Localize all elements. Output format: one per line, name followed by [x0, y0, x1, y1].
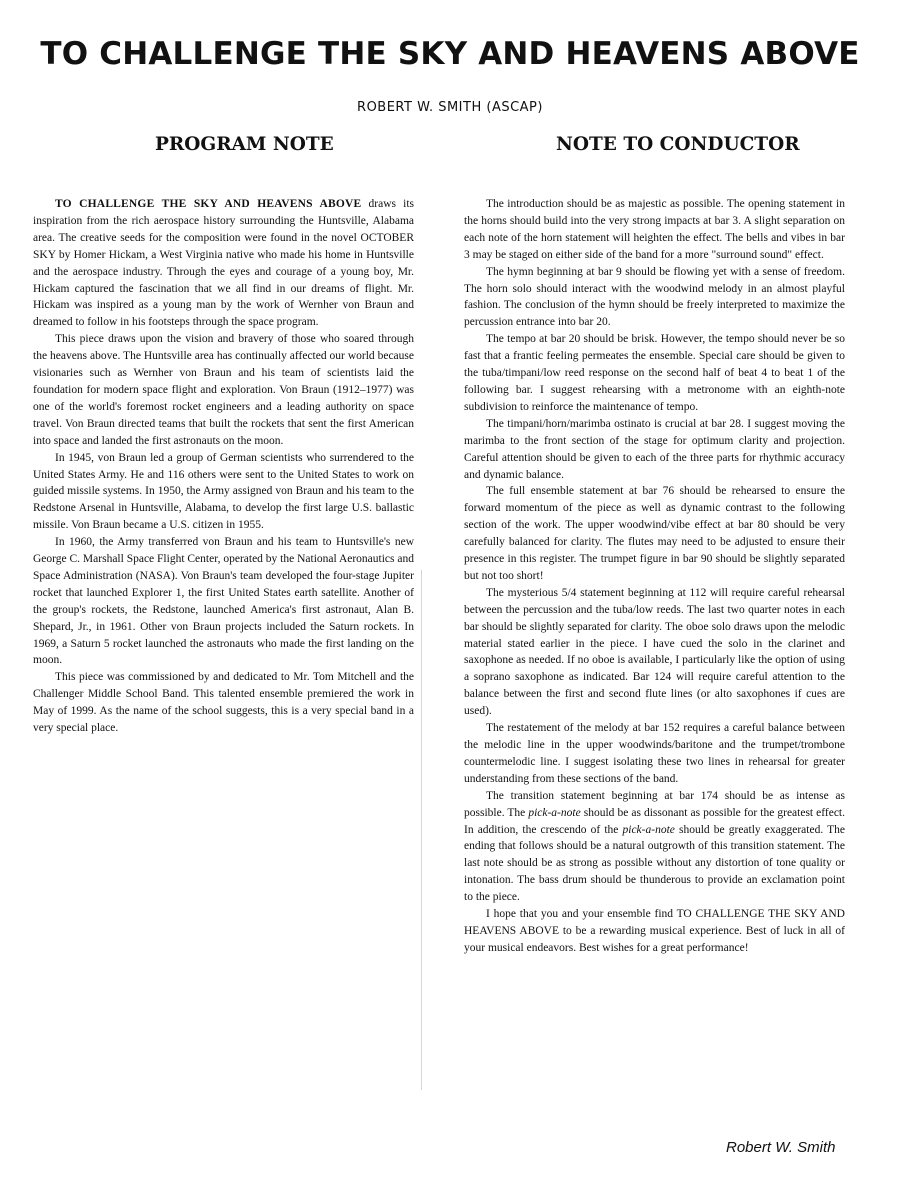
conductor-note-paragraph-2: The hymn beginning at bar 9 should be flowing yet with a sense of freedom. The horn solo should interact with the woodwind melody in an almost playful fashion. The conclusion of the hymn should be freely interpreted to maximize the percussion entrance into bar 20.	[464, 265, 845, 329]
program-note-column	[33, 196, 414, 737]
conductor-note-paragraph-8-part-b: should be as dissonant as possible for the greatest effect. In addition, the crescendo of the	[464, 806, 845, 836]
conductor-note-paragraph-5: The full ensemble statement at bar 76 should be rehearsed to ensure the forward momentum of the piece as well as dynamic contrast to the following section of the work. The upper woodwind/vibe effect at bar 80 should be very carefully balanced for clarity. The flutes may need to be adjusted to ensure their presence in this register. The trumpet figure in bar 90 should be slightly separated but not too short!	[464, 485, 845, 582]
program-note-paragraph-1	[33, 196, 414, 331]
page-title: TO CHALLENGE THE SKY AND HEAVENS ABOVE	[40, 36, 860, 72]
composer-credit: ROBERT W. SMITH (ASCAP)	[357, 100, 543, 115]
conductor-note-paragraph-3: The tempo at bar 20 should be brisk. However, the tempo should never be so fast that a frantic feeling permeates the ensemble. Special care should be given to the tuba/timpani/low reed response on the second half of beat 4 to beat 1 of the following bar. I suggest rehearsing with a metronome with an eighth-note subdivision to reinforce the maintenance of tempo.	[464, 333, 845, 413]
conductor-note-paragraph-6: The mysterious 5/4 statement beginning at 112 will require careful rehearsal between the percussion and the tuba/low reeds. The last two quarter notes in each bar should be slightly separated for clarity. The oboe solo draws upon the melodic material stated earlier in the piece. I have cued the solo in the clarinet and saxophone as needed. If no oboe is available, I particularly like the option of using a soprano saxophone as indicated. Bar 124 will require careful attention to the balance between the first and second flute lines (or alto saxophones if cues are used).	[464, 586, 845, 718]
conductor-note-column	[464, 196, 845, 957]
conductor-note-paragraph-8-part-a: The transition statement beginning at bar 174 should be as intense as possible. The	[464, 789, 845, 819]
program-note-paragraph-5: This piece was commissioned by and dedicated to Mr. Tom Mitchell and the Challenger Middle School Band. This talented ensemble premiered the work in May of 1999. As the name of the school suggests, this is a very special band in a very special place.	[33, 671, 414, 735]
conductor-note-paragraph-1: The introduction should be as majestic as possible. The opening statement in the horns should build into the very strong impacts at bar 3. A slight separation on each note of the horn statement will heighten the effect. The bells and vibes in bar 3 may be staged on either side of the band for a more "surround sound" effect.	[464, 198, 845, 261]
conductor-note-heading: NOTE TO CONDUCTOR	[556, 134, 800, 155]
program-note-paragraph-1-text: draws its inspiration from the rich aerospace history surrounding the Huntsville, Alabama area. The creative seeds for the composition were found in the novel OCTOBER SKY by Homer Hickam, a West Virginia native who made his home in Huntsville and the aerospace industry. Through the eyes and courage of a young boy, Mr. Hickam captured the fascination that we all find in our dreams of flight. Mr. Hickam was inspired as a young man by the work of Wernher von Braun and dreamed to follow in his footsteps through the space program.	[33, 198, 414, 329]
program-note-paragraph-3: In 1945, von Braun led a group of German scientists who surrendered to the United States Army. He and 116 others were sent to the United States to work on guided missile systems. In 1950, the Army assigned von Braun and his team to the Redstone Arsenal in Huntsville, Alabama, to develop the first large U.S. ballastic missile. Von Braun became a U.S. citizen in 1955.	[33, 451, 414, 532]
program-note-heading: PROGRAM NOTE	[155, 134, 334, 155]
conductor-note-paragraph-4: The timpani/horn/marimba ostinato is crucial at bar 28. I suggest moving the marimba to the front section of the stage for optimum clarity and projection. Careful attention should be given to each of the three parts for rhythmic accuracy and dynamic balance.	[464, 417, 845, 481]
conductor-note-paragraph-8	[464, 788, 845, 906]
program-note-lead: TO CHALLENGE THE SKY AND HEAVENS ABOVE	[55, 198, 362, 210]
pick-a-note-term-2: pick-a-note	[622, 823, 675, 836]
pick-a-note-term: pick-a-note	[528, 806, 581, 819]
conductor-note-paragraph-7: The restatement of the melody at bar 152 requires a careful balance between the melodic line in the upper woodwinds/baritone and the trumpet/trombone countermelodic line. I suggest isolating these two lines in rehearsal for greater understanding from these sections of the band.	[464, 722, 845, 785]
program-note-paragraph-4: In 1960, the Army transferred von Braun and his team to Huntsville's new George C. Marshall Space Flight Center, operated by the National Aeronautics and Space Administration (NASA). Von Braun's team developed the four-stage Jupiter rocket that launched Explorer 1, the first United States earth satellite. Another of the group's rockets, the Redstone, launched America's first astronaut, Alan B. Shepard, Jr., in 1961. Other von Braun projects included the Saturn rockets. In 1969, a Saturn 5 rocket launched the astronauts who made the first landing on the moon.	[33, 536, 414, 667]
conductor-note-paragraph-8-part-c: should be greatly exaggerated. The ending that follows should be a natural outgrowth of this transition statement. The last note should be as strong as possible without any distortion of tone quality or intonation. The bass drum should be thunderous to provide an exclamation point to the piece.	[464, 823, 846, 904]
conductor-note-paragraph-9: I hope that you and your ensemble find TO CHALLENGE THE SKY AND HEAVENS ABOVE to be a rewarding musical experience. Best of luck in all of your musical endeavors. Best wishes for a great performance!	[464, 908, 845, 954]
signature: Robert W. Smith	[726, 1139, 836, 1156]
program-note-paragraph-2: This piece draws upon the vision and bravery of those who soared through the heavens above. The Huntsville area has continually affected our world because visionaries such as Wernher von Braun and his team of scientists laid the foundation for modern space flight and exploration. Von Braun (1912–1977) was one of the world's foremost rocket engineers and a leading authority on space travel. Von Braun directed teams that built the rockets that sent the first American into space and landed the first astronauts on the moon.	[33, 333, 414, 447]
column-divider	[421, 570, 422, 1090]
